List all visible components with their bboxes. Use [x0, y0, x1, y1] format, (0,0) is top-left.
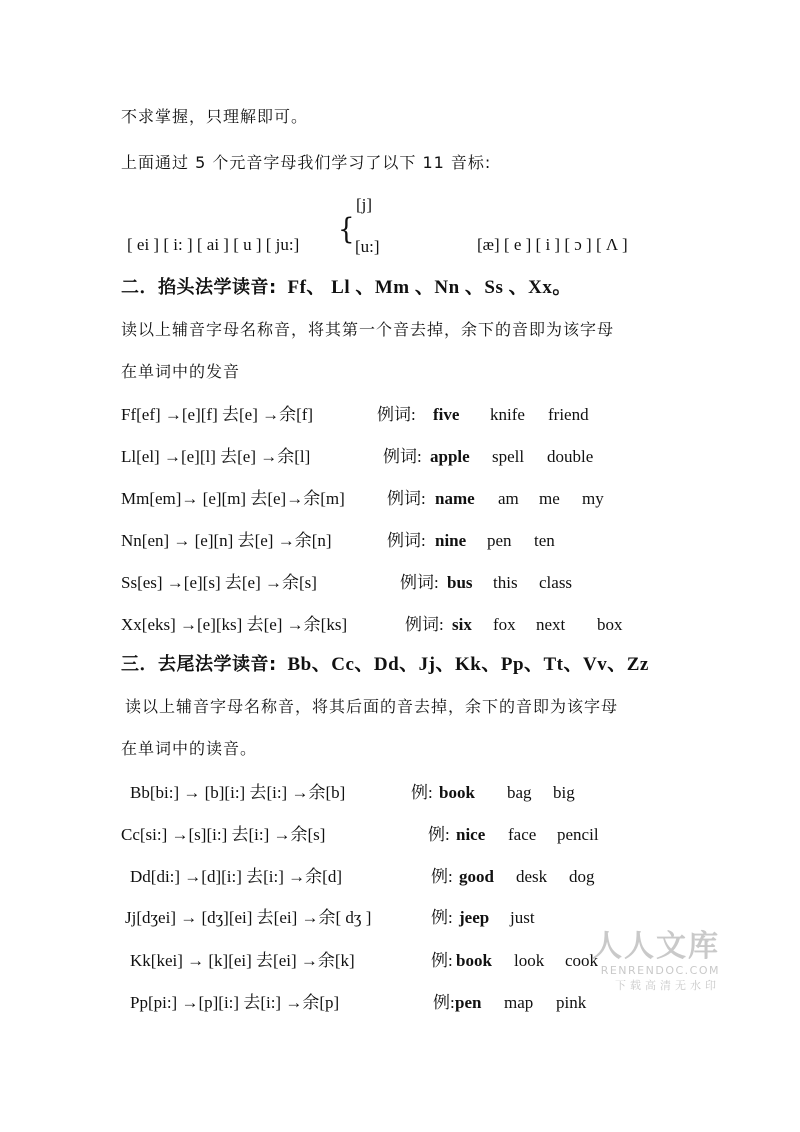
example-label: 例词: — [387, 531, 426, 550]
example-label: 例词: — [400, 573, 439, 592]
brace-symbol: { — [338, 213, 355, 247]
example-word: pink — [556, 993, 587, 1012]
watermark-title: 人人文库 — [592, 929, 720, 964]
phonetic-group-2: [æ] [ e ] [ i ] [ ɔ ] [ Λ ] — [477, 235, 628, 254]
rule-text: Dd[di:] →[d][i:] 去[i:] →余[d] — [130, 867, 342, 886]
example-word: cook — [565, 951, 599, 970]
example-word: look — [514, 951, 545, 970]
example-bold-word: pen — [455, 993, 482, 1012]
example-label: 例: — [411, 783, 433, 802]
example-bold-word: good — [459, 867, 494, 886]
example-word: am — [498, 489, 519, 508]
example-word: big — [553, 783, 575, 802]
example-label: 例: — [433, 993, 455, 1012]
example-bold-word: nice — [456, 825, 486, 844]
example-word: friend — [548, 405, 589, 424]
example-word: just — [510, 908, 535, 927]
example-word: ten — [534, 531, 555, 550]
example-word: this — [493, 573, 518, 592]
example-word: pen — [487, 531, 512, 550]
section-3-heading-prefix: 三．去尾法学读音: — [121, 654, 277, 675]
section-3-heading — [121, 654, 649, 676]
section-2-heading-letters: Ff、 Ll 、Mm 、Nn 、Ss 、Xx。 — [287, 277, 572, 298]
example-bold-word: apple — [430, 447, 470, 466]
example-word: dog — [569, 867, 595, 886]
rule-text: Nn[en] → [e][n] 去[e] →余[n] — [121, 531, 332, 550]
rule-text: Ss[es] →[e][s] 去[e] →余[s] — [121, 573, 317, 592]
example-word: face — [508, 825, 537, 844]
example-label: 例词: — [377, 405, 416, 424]
example-word: me — [539, 489, 560, 508]
example-bold-word: book — [456, 951, 492, 970]
example-word: desk — [516, 867, 548, 886]
example-label: 例词: — [387, 489, 426, 508]
intro-line-1: 不求掌握，只理解即可。 — [121, 107, 309, 126]
rule-text: Ll[el] →[e][l] 去[e] →余[l] — [121, 447, 311, 466]
example-bold-word: six — [452, 615, 472, 634]
example-word: class — [539, 573, 573, 592]
example-label: 例词: — [405, 615, 444, 634]
rule-text: Bb[bi:] → [b][i:] 去[i:] →余[b] — [130, 783, 346, 802]
example-bold-word: jeep — [459, 908, 490, 927]
rule-text: Kk[kei] → [k][ei] 去[ei] →余[k] — [130, 951, 355, 970]
example-bold-word: name — [435, 489, 475, 508]
example-label: 例词: — [383, 447, 422, 466]
section-2-heading — [121, 277, 572, 299]
section-2-desc-1: 读以上辅音字母名称音，将其第一个音去掉，余下的音即为该字母 — [121, 320, 615, 339]
example-word: my — [582, 489, 604, 508]
example-bold-word: book — [439, 783, 475, 802]
example-label: 例: — [431, 867, 453, 886]
phonetic-j: [j] — [356, 195, 373, 214]
rule-text: Ff[ef] →[e][f] 去[e] →余[f] — [121, 405, 314, 424]
section-3-desc-2: 在单词中的读音。 — [121, 739, 258, 758]
example-bold-word: five — [433, 405, 460, 424]
rule-text: Jj[dʒei] → [dʒ][ei] 去[ei] →余[ dʒ ] — [125, 908, 372, 927]
section-2-desc-2: 在单词中的发音 — [121, 362, 241, 381]
section-3-desc-1: 读以上辅音字母名称音，将其后面的音去掉，余下的音即为该字母 — [125, 697, 619, 716]
example-bold-word: bus — [447, 573, 473, 592]
phonetic-u-long: [u:] — [355, 237, 380, 256]
example-label: 例: — [431, 908, 453, 927]
rule-text: Cc[si:] →[s][i:] 去[i:] →余[s] — [121, 825, 326, 844]
example-label: 例: — [428, 825, 450, 844]
example-label: 例: — [431, 951, 453, 970]
example-word: pencil — [557, 825, 599, 844]
example-word: knife — [490, 405, 525, 424]
section-2-heading-prefix: 二．掐头法学读音: — [121, 277, 277, 298]
example-word: bag — [507, 783, 532, 802]
example-word: double — [547, 447, 594, 466]
watermark-url: RENRENDOC.COM — [600, 964, 720, 977]
watermark-subtitle: 下载高清无水印 — [615, 979, 720, 992]
example-word: box — [597, 615, 623, 634]
rule-text: Pp[pi:] →[p][i:] 去[i:] →余[p] — [130, 993, 340, 1012]
example-word: next — [536, 615, 566, 634]
watermark — [590, 930, 720, 994]
example-word: map — [504, 993, 534, 1012]
section-3-heading-letters: Bb、Cc、Dd、Jj、Kk、Pp、Tt、Vv、Zz — [287, 654, 649, 675]
example-bold-word: nine — [435, 531, 467, 550]
example-word: fox — [493, 615, 516, 634]
phonetic-group-1: [ ei ] [ i: ] [ ai ] [ u ] [ ju:] — [127, 235, 300, 254]
rule-text: Mm[em]→ [e][m] 去[e]→余[m] — [121, 489, 345, 508]
example-word: spell — [492, 447, 525, 466]
rule-text: Xx[eks] →[e][ks] 去[e] →余[ks] — [121, 615, 348, 634]
intro-line-2: 上面通过 5 个元音字母我们学习了以下 11 音标: — [121, 153, 492, 172]
